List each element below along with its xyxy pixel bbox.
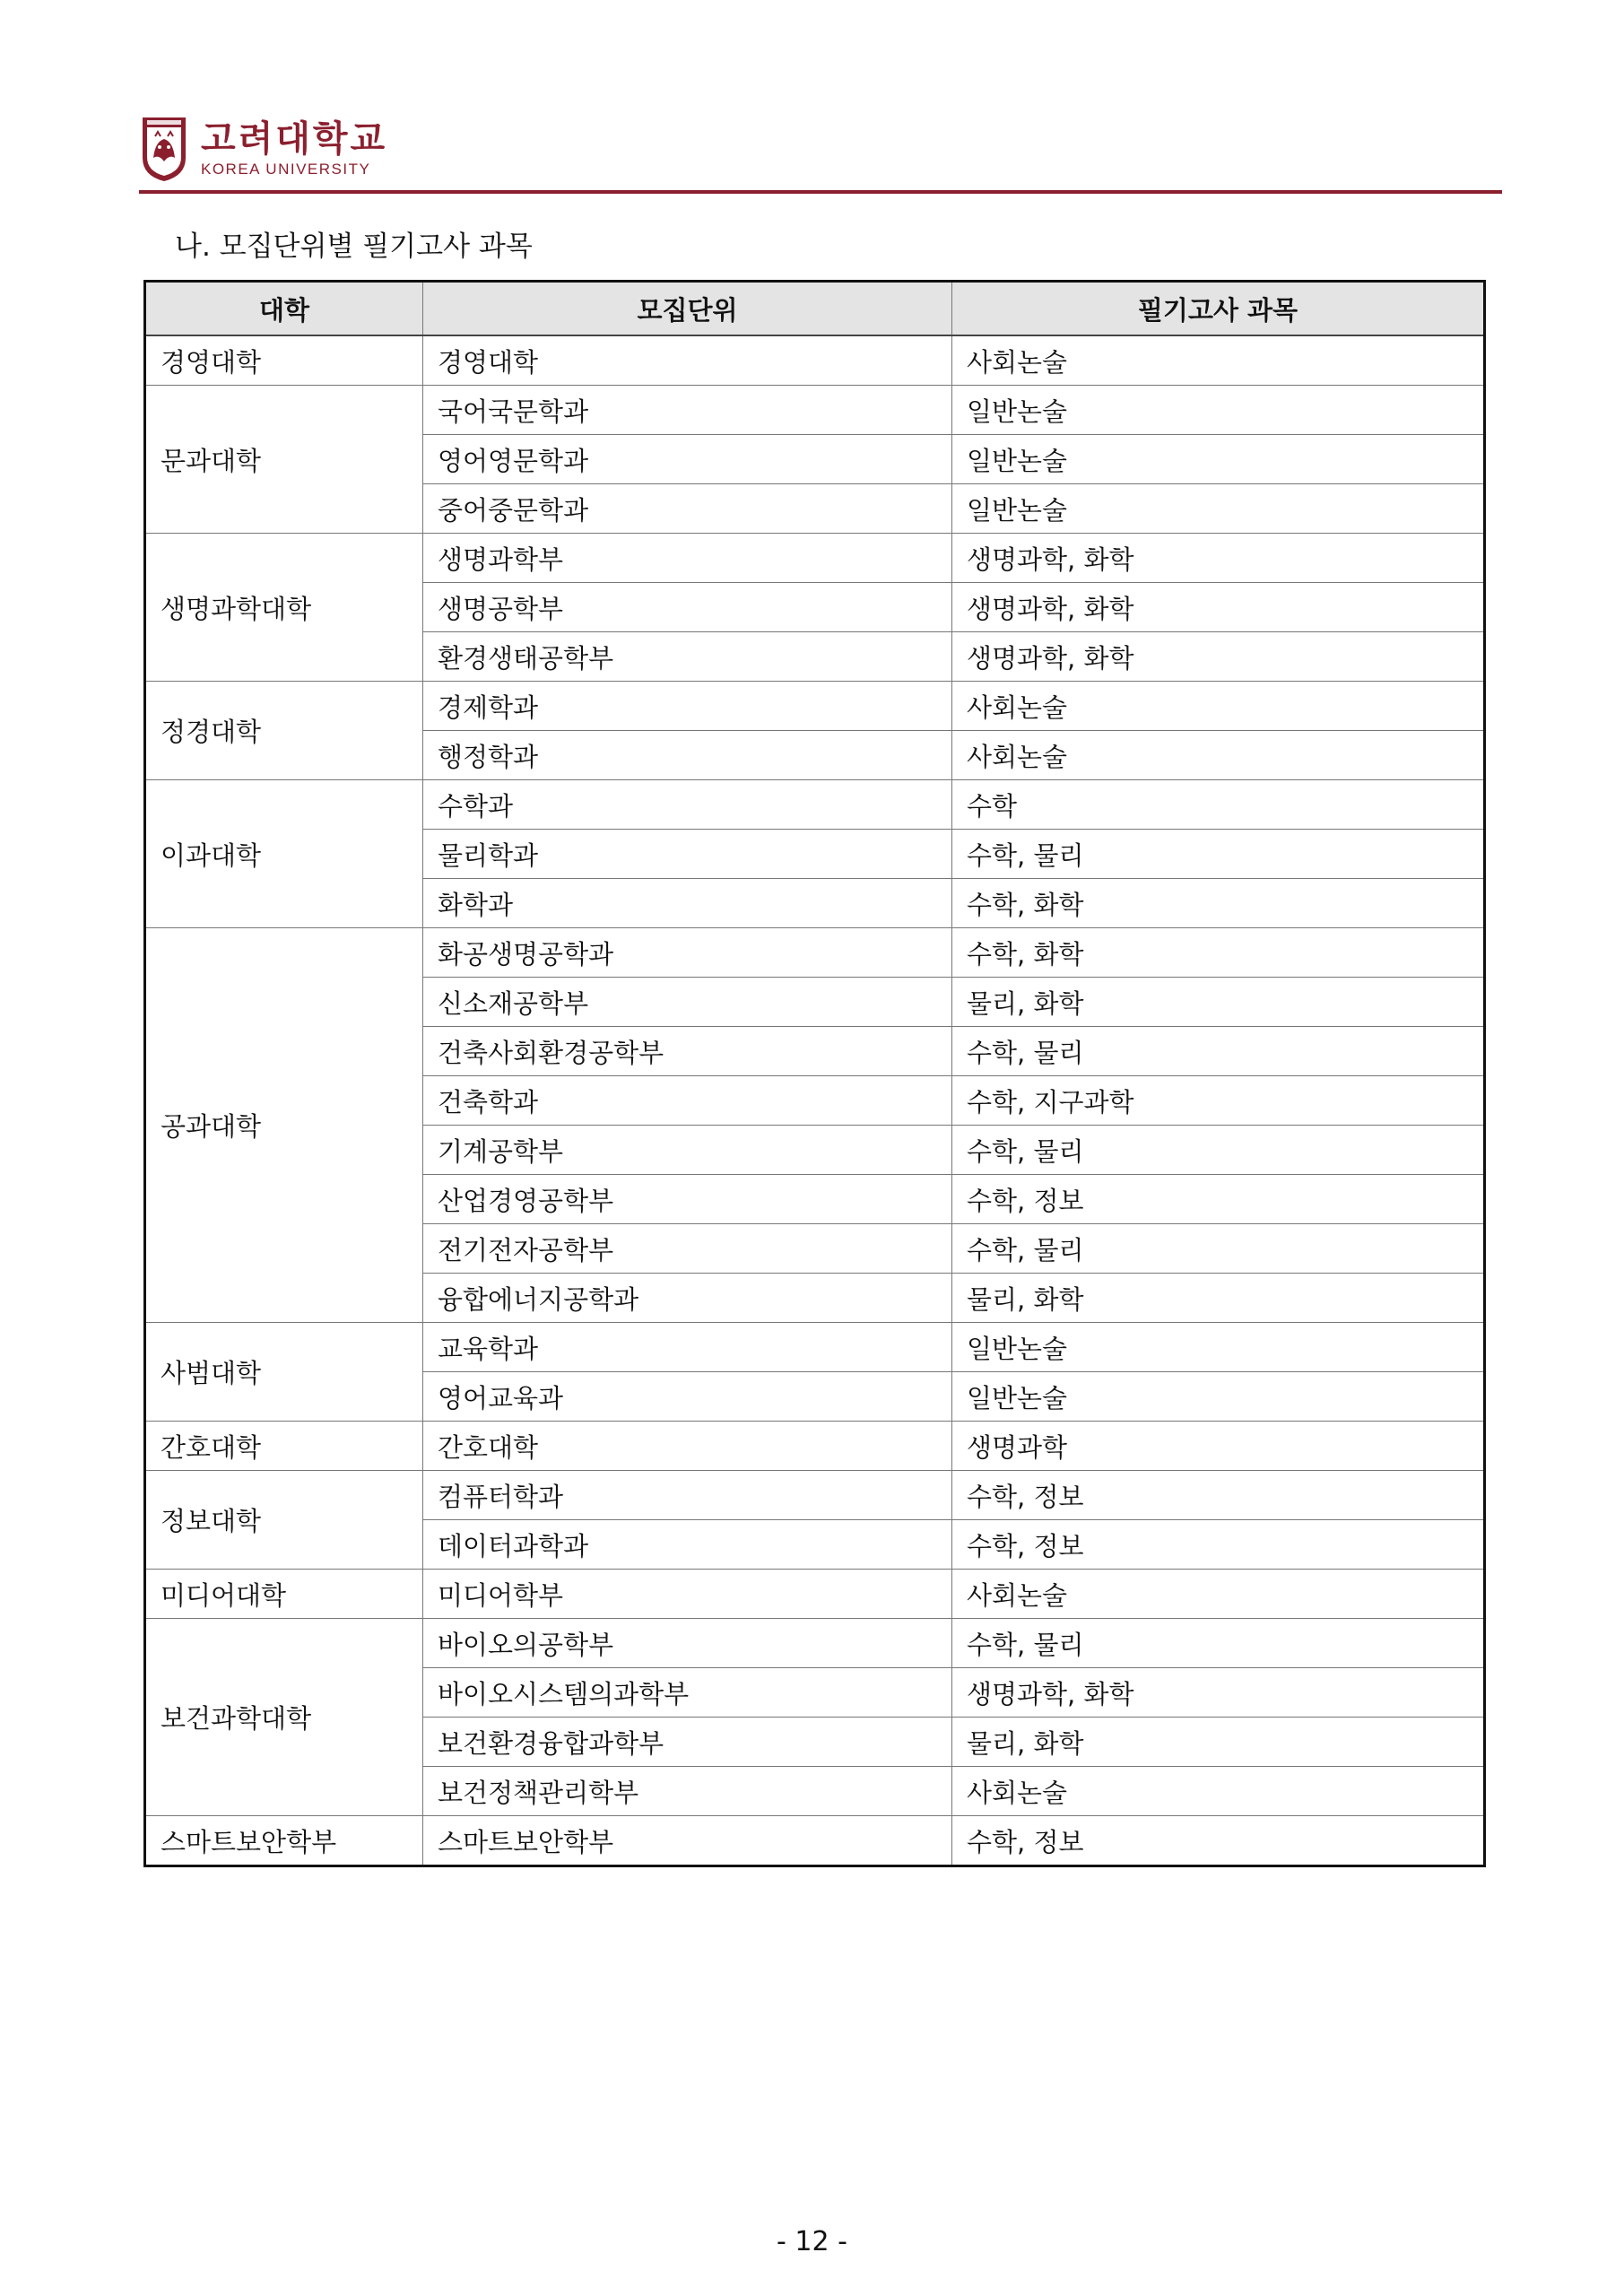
subject-cell: 물리, 화학	[952, 978, 1485, 1027]
college-cell: 사범대학	[145, 1323, 423, 1422]
subject-cell: 수학, 정보	[952, 1520, 1485, 1570]
subject-cell: 수학, 화학	[952, 879, 1485, 928]
unit-cell: 산업경영공학부	[423, 1175, 952, 1224]
logo-korean-text: 고려대학교	[201, 118, 388, 160]
table-body	[145, 335, 1485, 1866]
table-row	[145, 780, 1485, 830]
subject-cell: 사회논술	[952, 1570, 1485, 1619]
subject-cell: 물리, 화학	[952, 1274, 1485, 1323]
subject-cell: 생명과학	[952, 1422, 1485, 1471]
section-heading: 나. 모집단위별 필기고사 과목	[175, 230, 533, 263]
unit-cell: 영어교육과	[423, 1372, 952, 1422]
table-row	[145, 1570, 1485, 1619]
college-cell: 정보대학	[145, 1471, 423, 1570]
unit-cell: 중어중문학과	[423, 484, 952, 534]
college-cell: 정경대학	[145, 682, 423, 780]
subject-cell: 수학, 물리	[952, 830, 1485, 879]
college-cell: 스마트보안학부	[145, 1816, 423, 1866]
subject-cell: 사회논술	[952, 731, 1485, 780]
subject-cell: 물리, 화학	[952, 1718, 1485, 1767]
page-number: - 12 -	[777, 2226, 847, 2257]
unit-cell: 행정학과	[423, 731, 952, 780]
subject-cell: 일반논술	[952, 1372, 1485, 1422]
unit-cell: 바이오의공학부	[423, 1619, 952, 1668]
table-row	[145, 1816, 1485, 1866]
college-cell: 이과대학	[145, 780, 423, 928]
subject-cell: 사회논술	[952, 335, 1485, 386]
subject-cell: 수학, 정보	[952, 1816, 1485, 1866]
unit-cell: 간호대학	[423, 1422, 952, 1471]
table-row	[145, 335, 1485, 386]
table-row	[145, 1323, 1485, 1372]
unit-cell: 기계공학부	[423, 1126, 952, 1175]
subject-cell: 수학, 물리	[952, 1027, 1485, 1076]
table-header-row	[145, 282, 1485, 336]
unit-cell: 스마트보안학부	[423, 1816, 952, 1866]
subject-cell: 수학, 지구과학	[952, 1076, 1485, 1126]
college-cell: 보건과학대학	[145, 1619, 423, 1816]
unit-cell: 보건정책관리학부	[423, 1767, 952, 1816]
subject-cell: 수학, 화학	[952, 928, 1485, 978]
university-logo	[140, 115, 387, 183]
college-cell: 미디어대학	[145, 1570, 423, 1619]
unit-cell: 영어영문학과	[423, 435, 952, 484]
unit-cell: 경제학과	[423, 682, 952, 731]
logo-english-text: KOREA UNIVERSITY	[201, 161, 371, 178]
unit-cell: 교육학과	[423, 1323, 952, 1372]
subject-cell: 생명과학, 화학	[952, 632, 1485, 682]
subject-cell: 수학, 물리	[952, 1619, 1485, 1668]
header-recruitment-unit: 모집단위	[423, 282, 952, 336]
header-exam-subject: 필기고사 과목	[952, 282, 1485, 336]
subject-cell: 일반논술	[952, 484, 1485, 534]
unit-cell: 화공생명공학과	[423, 928, 952, 978]
table-row	[145, 928, 1485, 978]
subject-cell: 생명과학, 화학	[952, 534, 1485, 583]
table-row	[145, 534, 1485, 583]
table-row	[145, 682, 1485, 731]
unit-cell: 환경생태공학부	[423, 632, 952, 682]
unit-cell: 건축사회환경공학부	[423, 1027, 952, 1076]
unit-cell: 생명과학부	[423, 534, 952, 583]
table-row	[145, 386, 1485, 435]
subject-cell: 생명과학, 화학	[952, 1668, 1485, 1718]
unit-cell: 생명공학부	[423, 583, 952, 632]
table-row	[145, 1619, 1485, 1668]
subject-cell: 수학, 정보	[952, 1471, 1485, 1520]
unit-cell: 물리학과	[423, 830, 952, 879]
college-cell: 간호대학	[145, 1422, 423, 1471]
unit-cell: 보건환경융합과학부	[423, 1718, 952, 1767]
subject-cell: 생명과학, 화학	[952, 583, 1485, 632]
subject-cell: 사회논술	[952, 682, 1485, 731]
exam-subjects-table	[143, 280, 1486, 1867]
subject-cell: 일반논술	[952, 1323, 1485, 1372]
subject-cell: 사회논술	[952, 1767, 1485, 1816]
unit-cell: 바이오시스템의과학부	[423, 1668, 952, 1718]
table-row	[145, 1422, 1485, 1471]
subject-cell: 수학	[952, 780, 1485, 830]
unit-cell: 전기전자공학부	[423, 1224, 952, 1274]
korea-university-seal-icon	[140, 115, 188, 183]
college-cell: 문과대학	[145, 386, 423, 534]
unit-cell: 미디어학부	[423, 1570, 952, 1619]
unit-cell: 융합에너지공학과	[423, 1274, 952, 1323]
subject-cell: 수학, 물리	[952, 1224, 1485, 1274]
subject-cell: 수학, 물리	[952, 1126, 1485, 1175]
college-cell: 생명과학대학	[145, 534, 423, 682]
subject-cell: 수학, 정보	[952, 1175, 1485, 1224]
unit-cell: 데이터과학과	[423, 1520, 952, 1570]
college-cell: 경영대학	[145, 335, 423, 386]
subject-cell: 일반논술	[952, 435, 1485, 484]
unit-cell: 수학과	[423, 780, 952, 830]
subject-cell: 일반논술	[952, 386, 1485, 435]
unit-cell: 건축학과	[423, 1076, 952, 1126]
unit-cell: 화학과	[423, 879, 952, 928]
table-row	[145, 1471, 1485, 1520]
college-cell: 공과대학	[145, 928, 423, 1323]
unit-cell: 국어국문학과	[423, 386, 952, 435]
header-divider	[139, 190, 1502, 194]
unit-cell: 경영대학	[423, 335, 952, 386]
unit-cell: 컴퓨터학과	[423, 1471, 952, 1520]
unit-cell: 신소재공학부	[423, 978, 952, 1027]
header-college: 대학	[145, 282, 423, 336]
